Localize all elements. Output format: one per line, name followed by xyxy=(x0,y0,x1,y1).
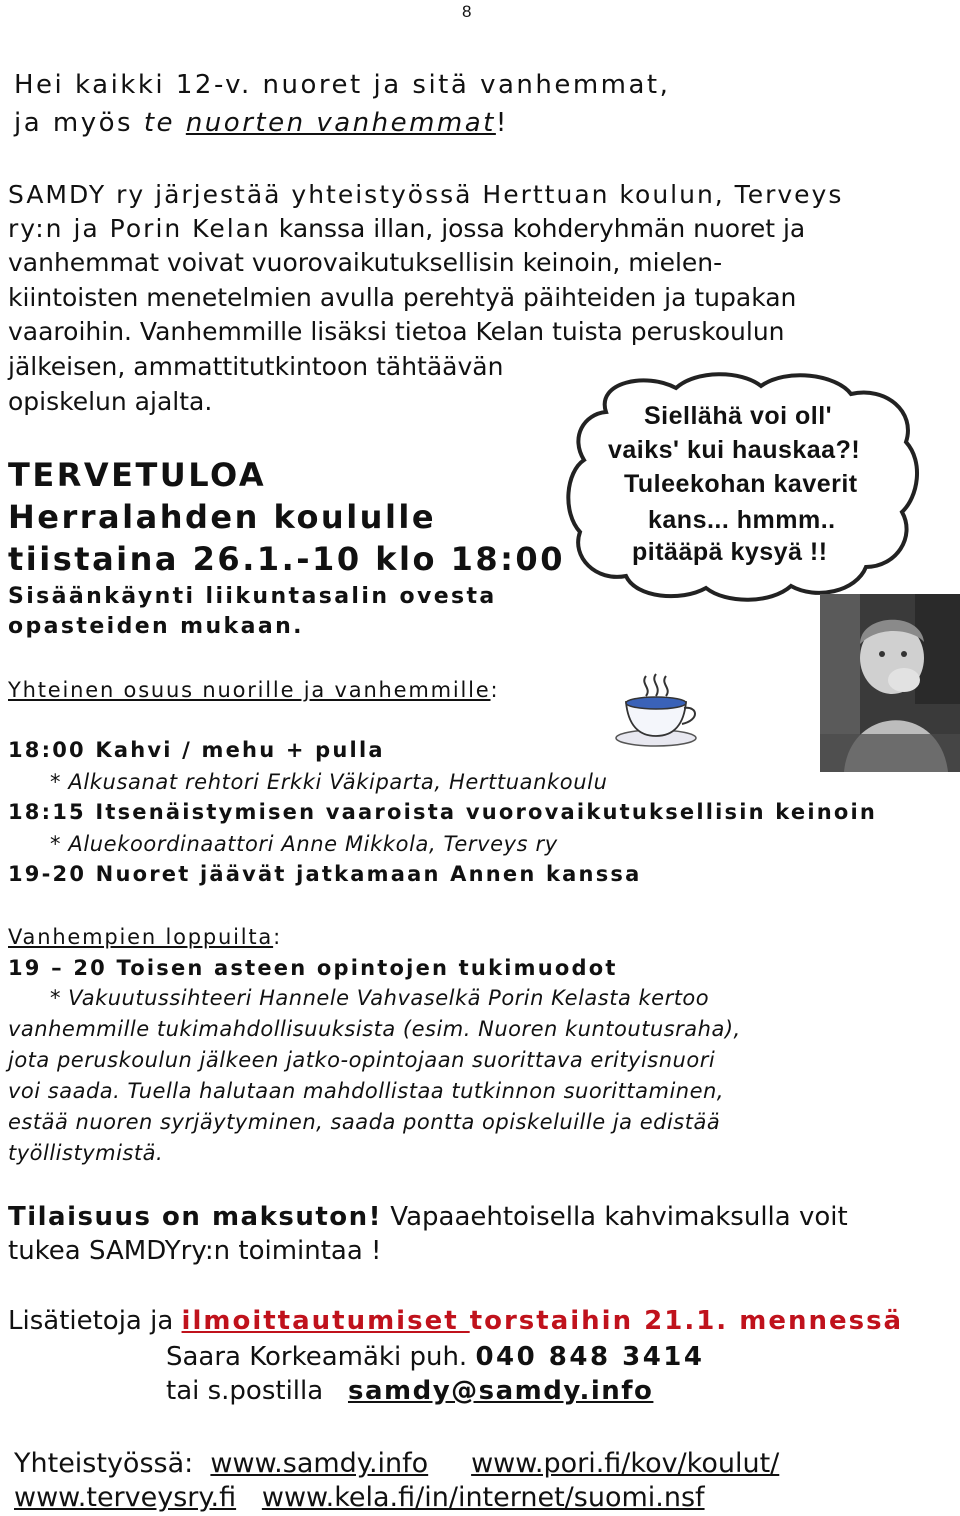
email-lead: tai s.postilla xyxy=(166,1376,324,1406)
parents-desc-2: vanhemmille tukimahdollisuuksista (esim. Nuoren kuntoutusraha), xyxy=(8,1017,741,1041)
page-number: 8 xyxy=(462,2,472,21)
intro-line-2-text: kanssa illan, jossa kohderyhmän nuoret ja xyxy=(270,214,806,243)
email-link[interactable]: samdy@samdy.info xyxy=(347,1376,654,1406)
program-item-2-sub: * Aluekoordinaattori Anne Mikkola, Terveys ry xyxy=(50,832,558,856)
greeting-emphasis-underlined: nuorten vanhemmat xyxy=(185,108,496,138)
boy-photo-image xyxy=(820,594,960,772)
boy-photo xyxy=(820,594,960,772)
parents-heading-text: Vanhempien loppuilta xyxy=(8,925,274,949)
intro-line-6: jälkeisen, ammattitutkintoon tähtäävän xyxy=(8,352,504,381)
intro-line-2 xyxy=(8,212,805,246)
greeting-line-1: Hei kaikki 12-v. nuoret ja sitä vanhemmat, xyxy=(14,70,671,100)
info-line-1 xyxy=(8,1306,903,1336)
partners-lead: Yhteistyössä: xyxy=(14,1448,194,1479)
entrance-line-2: opasteiden mukaan. xyxy=(8,614,304,639)
bubble-line-4: kans... hmmm.. xyxy=(648,506,836,534)
program-item-1-sub: * Alkusanat rehtori Erkki Väkiparta, Herttuankoulu xyxy=(50,770,608,794)
greeting-exclamation: ! xyxy=(495,108,509,138)
free-rest: Vapaaehtoisella kahvimaksulla voit xyxy=(382,1202,848,1232)
parents-desc-1: * Vakuutussihteeri Hannele Vahvaselkä Porin Kelasta kertoo xyxy=(50,986,710,1010)
common-heading xyxy=(8,678,499,702)
intro-line-7: opiskelun ajalta. xyxy=(8,387,213,416)
program-item-1: 18:00 Kahvi / mehu + pulla xyxy=(8,738,385,762)
intro-line-3: vanhemmat voivat vuorovaikutuksellisin keinoin, mielen- xyxy=(8,248,723,277)
welcome-school: Herralahden koululle xyxy=(8,498,437,536)
common-heading-text: Yhteinen osuus nuorille ja vanhemmille xyxy=(8,678,491,702)
bubble-line-3: Tuleekohan kaverit xyxy=(624,470,858,498)
free-bold: Tilaisuus on maksuton! xyxy=(8,1202,383,1232)
partners-line xyxy=(14,1448,779,1479)
parents-heading-colon: : xyxy=(273,925,282,949)
intro-line-1 xyxy=(8,178,843,212)
entrance-line-1: Sisäänkäynti liikuntasalin ovesta xyxy=(8,584,497,609)
info-lead: Lisätietoja ja xyxy=(8,1306,182,1336)
intro-line-1-text: SAMDY ry järjestää yhteistyössä Herttuan koulun, Terveys xyxy=(8,180,844,209)
contact-name: Saara Korkeamäki puh. xyxy=(166,1342,468,1372)
intro-line-2-bold: ry:n ja Porin Kelan xyxy=(8,214,271,243)
greeting-line-2 xyxy=(14,108,509,138)
signup-deadline: torstaihin 21.1. mennessä xyxy=(469,1306,904,1336)
free-line-1 xyxy=(8,1202,848,1232)
greeting-emphasis: te xyxy=(143,108,186,138)
parents-item: 19 – 20 Toisen asteen opintojen tukimuodot xyxy=(8,956,618,980)
common-heading-colon: : xyxy=(490,678,500,702)
intro-line-5: vaaroihin. Vanhemmille lisäksi tietoa Kelan tuista peruskoulun xyxy=(8,317,785,346)
bubble-line-1: Siellähä voi oll' xyxy=(644,402,833,430)
intro-line-4: kiintoisten menetelmien avulla perehtyä päihteiden ja tupakan xyxy=(8,283,797,312)
program-item-3: 19-20 Nuoret jäävät jatkamaan Annen kanssa xyxy=(8,862,642,886)
coffee-cup-icon xyxy=(612,672,702,748)
parents-desc-4: voi saada. Tuella halutaan mahdollistaa tutkinnon suorittaminen, xyxy=(8,1079,724,1103)
link-samdy[interactable]: www.samdy.info xyxy=(210,1448,429,1479)
parents-desc-5: estää nuoren syrjäytyminen, saada pontta opiskeluille ja edistää xyxy=(8,1110,721,1134)
parents-heading xyxy=(8,925,282,949)
thought-bubble xyxy=(566,372,920,604)
parents-desc-3: jota peruskoulun jälkeen jatko-opintojaan suorittava erityisnuori xyxy=(8,1048,716,1072)
link-terveysry[interactable]: www.terveysry.fi xyxy=(14,1482,237,1513)
free-line-2: tukea SAMDYry:n toimintaa ! xyxy=(8,1236,382,1266)
welcome-date-time: tiistaina 26.1.-10 klo 18:00 xyxy=(8,540,565,578)
link-pori[interactable]: www.pori.fi/kov/koulut/ xyxy=(471,1448,780,1479)
link-kela[interactable]: www.kela.fi/in/internet/suomi.nsf xyxy=(261,1482,705,1513)
bubble-line-2: vaiks' kui hauskaa?! xyxy=(608,436,861,464)
parents-desc-6: työllistymistä. xyxy=(8,1141,164,1165)
partners-line-2 xyxy=(14,1482,705,1513)
welcome-title: TERVETULOA xyxy=(8,456,267,494)
signup-link[interactable]: ilmoittautumiset xyxy=(181,1306,470,1336)
contact-phone: 040 848 3414 xyxy=(475,1342,705,1372)
greeting-line-2-pre: ja myös xyxy=(14,108,144,138)
info-email-line xyxy=(166,1376,653,1406)
bubble-line-5: pitääpä kysyä !! xyxy=(632,538,828,566)
coffee-cup-drawing xyxy=(612,672,702,748)
info-contact-line xyxy=(166,1342,704,1372)
program-item-2: 18:15 Itsenäistymisen vaaroista vuorovaikutuksellisin keinoin xyxy=(8,800,878,824)
